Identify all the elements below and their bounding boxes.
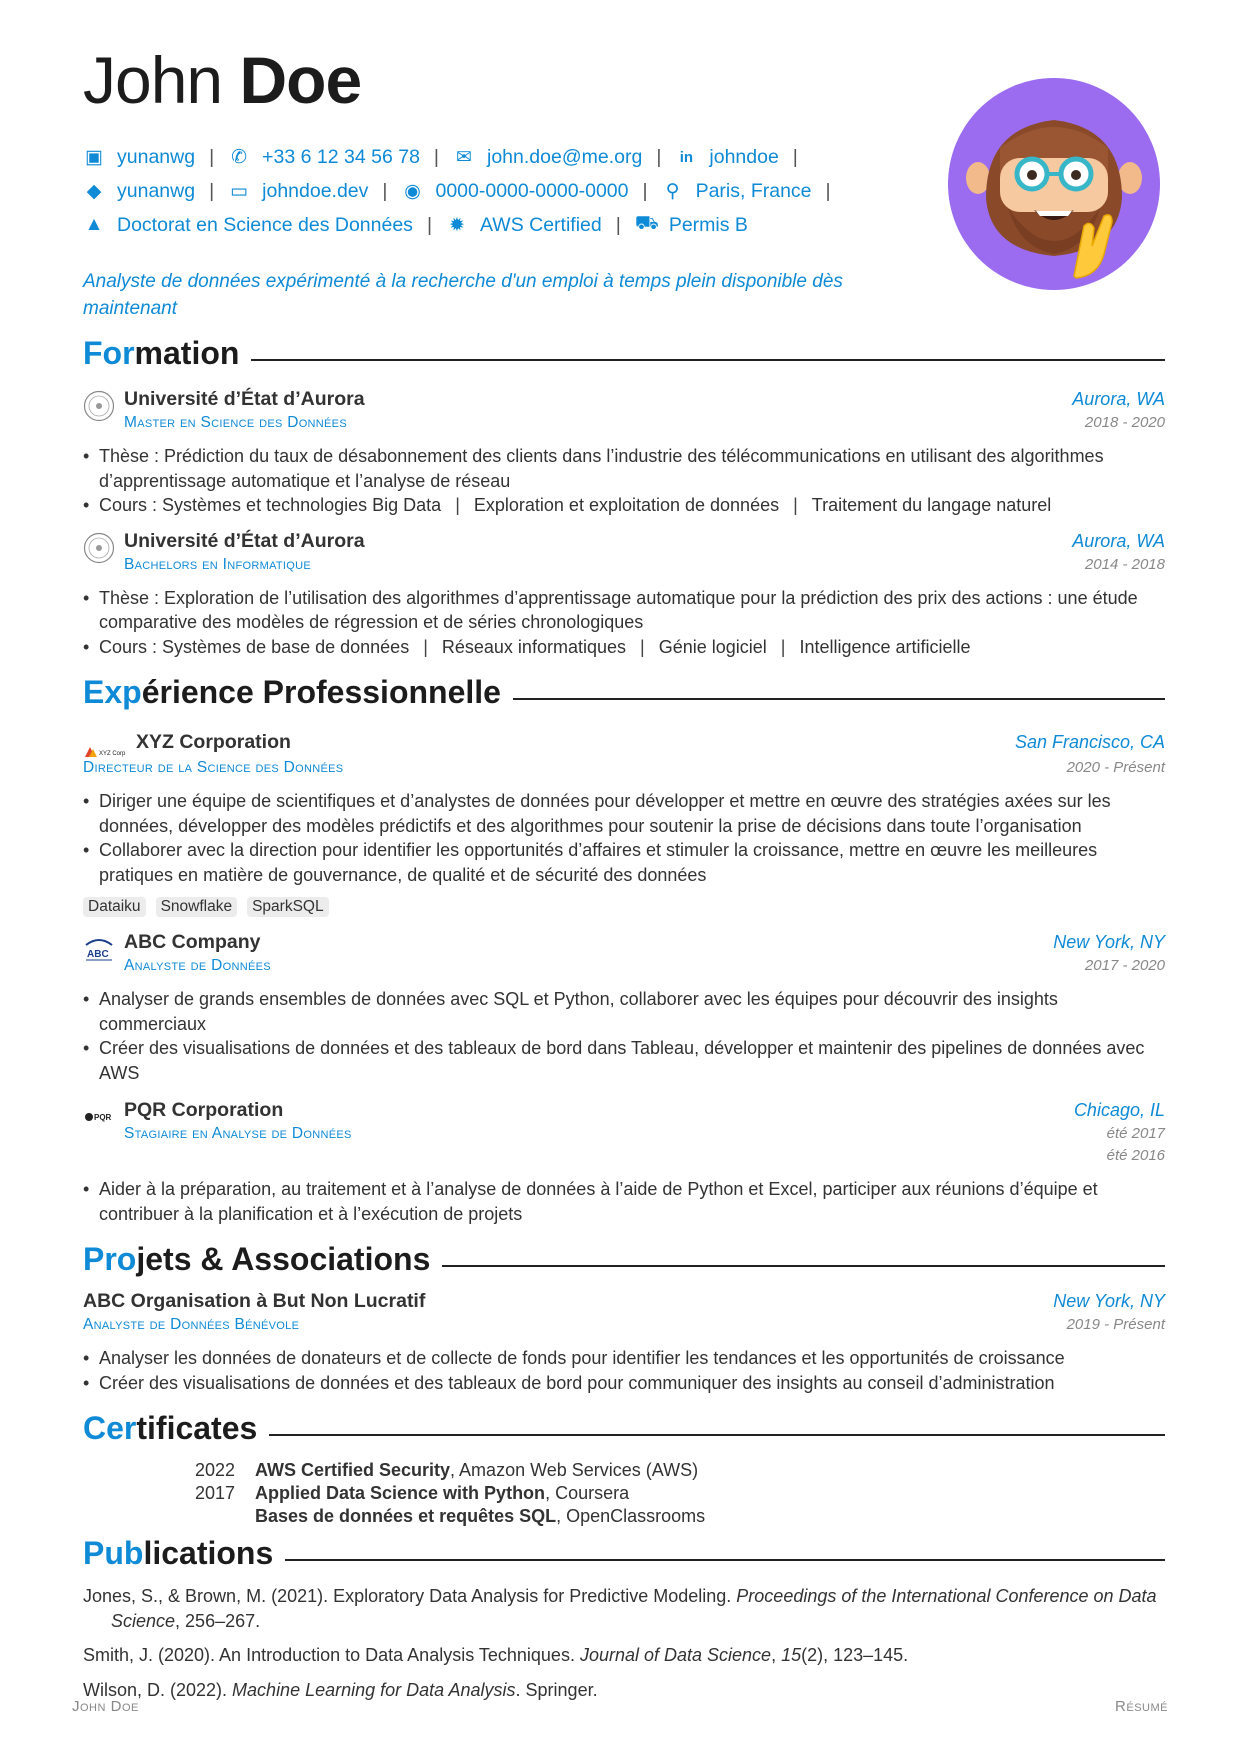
bullet: • Analyser les données de donateurs et de collecte de fonds pour identifier les tendances et les opportunités de croissance: [83, 1346, 1165, 1371]
publication-item: Jones, S., & Brown, M. (2021). Exploratory Data Analysis for Predictive Modeling. Proceedings of the International Conference on Data Science, 256–267.: [83, 1586, 1157, 1631]
section-publications-heading: Publications: [83, 1530, 1165, 1576]
institution-name: Université d’État d’Aurora: [124, 388, 365, 410]
separator: |: [642, 179, 648, 202]
section-certificates-heading: Certificates: [83, 1405, 1165, 1451]
entry-date: été 2017: [1106, 1125, 1165, 1142]
abc-company-logo-icon: [83, 933, 115, 965]
institution-name: Université d’État d’Aurora: [124, 529, 365, 552]
svg-text:XYZ Corp: XYZ Corp: [99, 751, 126, 757]
website-link[interactable]: ▭ johndoe.dev: [228, 180, 368, 203]
entry-date: 2018 - 2020: [1084, 414, 1165, 431]
company-name: XYZ Corporation: [136, 731, 291, 753]
entry-bullets: [83, 1177, 1165, 1226]
company-name: PQR Corporation: [124, 1099, 284, 1121]
certificate-item: 2017 Applied Data Science with Python, Coursera: [194, 1483, 630, 1503]
phone-icon: ✆: [231, 146, 248, 168]
graduation-cap-icon: ▲: [84, 214, 104, 235]
entry-bullets: [83, 586, 1165, 660]
bullet: • Analyser de grands ensembles de données avec SQL et Python, collaborer avec les équipes pour découvrir des insights commerciaux: [83, 987, 1165, 1036]
entry-location: Aurora, WA: [1072, 530, 1165, 551]
publication-list: [83, 1584, 1165, 1702]
tagline: Analyste de données expérimenté à la recherche d'un emploi à temps plein disponible dès maintenant: [83, 271, 843, 319]
bullet: • Aider à la préparation, au traitement et à l’analyse de données à l’aide de Python et Excel, participer aux réunions d’équipe et contribuer à la planification et à l’exécution de projets: [83, 1177, 1165, 1226]
certificate-list: [83, 1459, 1165, 1528]
publication-item: Wilson, D. (2022). Machine Learning for Data Analysis. Springer.: [83, 1679, 598, 1700]
location-info: ⚲ Paris, France: [662, 180, 812, 203]
separator: |: [792, 145, 798, 168]
skill-tag: Dataiku: [83, 897, 146, 917]
university-seal-icon: [83, 532, 115, 564]
job-title: Directeur de la Science des Données: [83, 759, 344, 776]
bullet: • Créer des visualisations de données et des tableaux de bord pour communiquer des insights au conseil d’administration: [83, 1371, 1165, 1396]
project-role: Analyste de Données Bénévole: [83, 1316, 300, 1333]
section-rule: [513, 698, 1165, 700]
experience-entry: [83, 929, 1165, 1085]
entry-date: 2019 - Présent: [1066, 1316, 1165, 1333]
section-rule: [269, 1434, 1165, 1436]
skill-tag: SparkSQL: [247, 897, 329, 917]
pqr-corp-logo-icon: [83, 1101, 115, 1133]
entry-location: Aurora, WA: [1072, 389, 1165, 409]
degree-title: Master en Science des Données: [124, 414, 347, 431]
resume-page: [83, 40, 1165, 1712]
separator: |: [656, 145, 662, 168]
separator: |: [209, 179, 215, 202]
certificate-item: Bases de données et requêtes SQL, OpenClassrooms: [255, 1506, 706, 1526]
license-info: ⛟ Permis B: [634, 213, 748, 236]
entry-bullets: [83, 789, 1165, 887]
email-link[interactable]: ✉ john.doe@me.org: [453, 146, 642, 169]
svg-text:PQR: PQR: [94, 1113, 112, 1122]
entry-date: 2014 - 2018: [1084, 555, 1165, 573]
globe-window-icon: ▭: [230, 180, 249, 202]
orcid-link[interactable]: ◉ 0000-0000-0000-0000: [401, 180, 628, 203]
bullet: • Créer des visualisations de données et des tableaux de bord dans Tableau, développer et maintenir des pipelines de données avec AWS: [83, 1036, 1165, 1085]
organization-name: ABC Organisation à But Non Lucratif: [83, 1290, 426, 1312]
page-footer: [72, 1698, 1168, 1715]
project-entry: [83, 1288, 1165, 1395]
first-name: John: [83, 43, 223, 117]
education-entry: [83, 386, 1165, 518]
separator: |: [426, 213, 433, 236]
separator: |: [825, 179, 831, 202]
github-icon: ▣: [85, 146, 103, 168]
entry-location: New York, NY: [1053, 932, 1165, 952]
section-education-heading: Formation: [83, 330, 1165, 376]
courses-bullet: • Cours : Systèmes de base de données | Réseaux informatiques | Génie logiciel | Intelligence artificielle: [83, 635, 1165, 660]
university-seal-icon: [83, 390, 115, 422]
orcid-icon: ◉: [404, 180, 421, 202]
section-projects-heading: Projets & Associations: [83, 1236, 1165, 1282]
envelope-icon: ✉: [456, 146, 472, 168]
linkedin-icon: in: [679, 148, 694, 166]
publication-item: Smith, J. (2020). An Introduction to Data Analysis Techniques. Journal of Data Science, 15(2), 123–145.: [83, 1645, 909, 1665]
experience-entry: [83, 729, 1165, 917]
phone-link[interactable]: ✆ +33 6 12 34 56 78: [228, 146, 420, 169]
degree-info: ▲ Doctorat en Science des Données: [84, 213, 413, 236]
skill-tags: [83, 897, 1165, 917]
footer-label: Résumé: [1115, 1698, 1168, 1715]
certificate-icon: ✹: [449, 214, 465, 236]
section-rule: [251, 359, 1165, 361]
certificate-item: 2022 AWS Certified Security, Amazon Web Services (AWS): [194, 1460, 699, 1480]
entry-location: Chicago, IL: [1073, 1100, 1165, 1120]
entry-bullets: [83, 444, 1165, 518]
svg-text:ABC: ABC: [87, 949, 109, 960]
entry-date: 2020 - Présent: [1066, 759, 1165, 776]
separator: |: [433, 145, 439, 168]
last-name: Doe: [239, 43, 362, 117]
thesis-bullet: • Thèse : Prédiction du taux de désabonnement des clients dans l’industrie des télécommunications en utilisant des algorithmes d’apprentissage automatique et l’analyse de réseau: [83, 444, 1165, 493]
entry-bullets: [83, 1346, 1165, 1395]
certification-info: ✹ AWS Certified: [446, 214, 602, 237]
avatar: [948, 78, 1160, 290]
car-icon: ⛟: [634, 213, 659, 234]
job-title: Analyste de Données: [124, 957, 271, 974]
experience-entry: [83, 1097, 1165, 1226]
separator: |: [382, 179, 388, 202]
courses-bullet: • Cours : Systèmes et technologies Big Data | Exploration et exploitation de données | Traitement du langage naturel: [83, 493, 1165, 518]
job-title: Stagiaire en Analyse de Données: [124, 1125, 352, 1142]
linkedin-link[interactable]: in johndoe: [675, 146, 778, 169]
entry-location: New York, NY: [1053, 1291, 1165, 1311]
entry-date: 2017 - 2020: [1084, 957, 1165, 974]
section-rule: [442, 1265, 1165, 1267]
footer-name: John Doe: [72, 1698, 139, 1715]
degree-title: Bachelors en Informatique: [124, 555, 312, 573]
map-pin-icon: ⚲: [665, 180, 680, 202]
education-entry: [83, 528, 1165, 660]
gitlab-icon: ◆: [86, 180, 102, 202]
bullet: • Collaborer avec la direction pour identifier les opportunités d’affaires et stimuler la croissance, mettre en œuvre les meilleures pratiques en matière de gouvernance, de qualité et de sécurité des données: [83, 838, 1165, 887]
thesis-bullet: • Thèse : Exploration de l’utilisation des algorithmes d’apprentissage automatique pour la prédiction des prix des actions : une étude comparative des modèles de régression et de séries chronologiques: [83, 586, 1165, 635]
entry-bullets: [83, 987, 1165, 1085]
company-name: ABC Company: [124, 931, 261, 953]
entry-location: San Francisco, CA: [1014, 732, 1165, 752]
separator: |: [615, 213, 621, 236]
section-rule: [285, 1559, 1165, 1561]
github-link[interactable]: ▣ yunanwg: [83, 146, 195, 169]
bullet: • Diriger une équipe de scientifiques et d’analystes de données pour développer et mettre en œuvre des stratégies axées sur les données, développer des modèles prédictifs et des algorithmes pour soutenir la prise de décisions dans toute l’organisation: [83, 789, 1165, 838]
gitlab-link[interactable]: ◆ yunanwg: [83, 180, 195, 203]
entry-date: été 2016: [1106, 1147, 1165, 1164]
separator: |: [209, 145, 215, 168]
skill-tag: Snowflake: [156, 897, 238, 917]
section-experience-heading: Expérience Professionnelle: [83, 669, 1165, 715]
